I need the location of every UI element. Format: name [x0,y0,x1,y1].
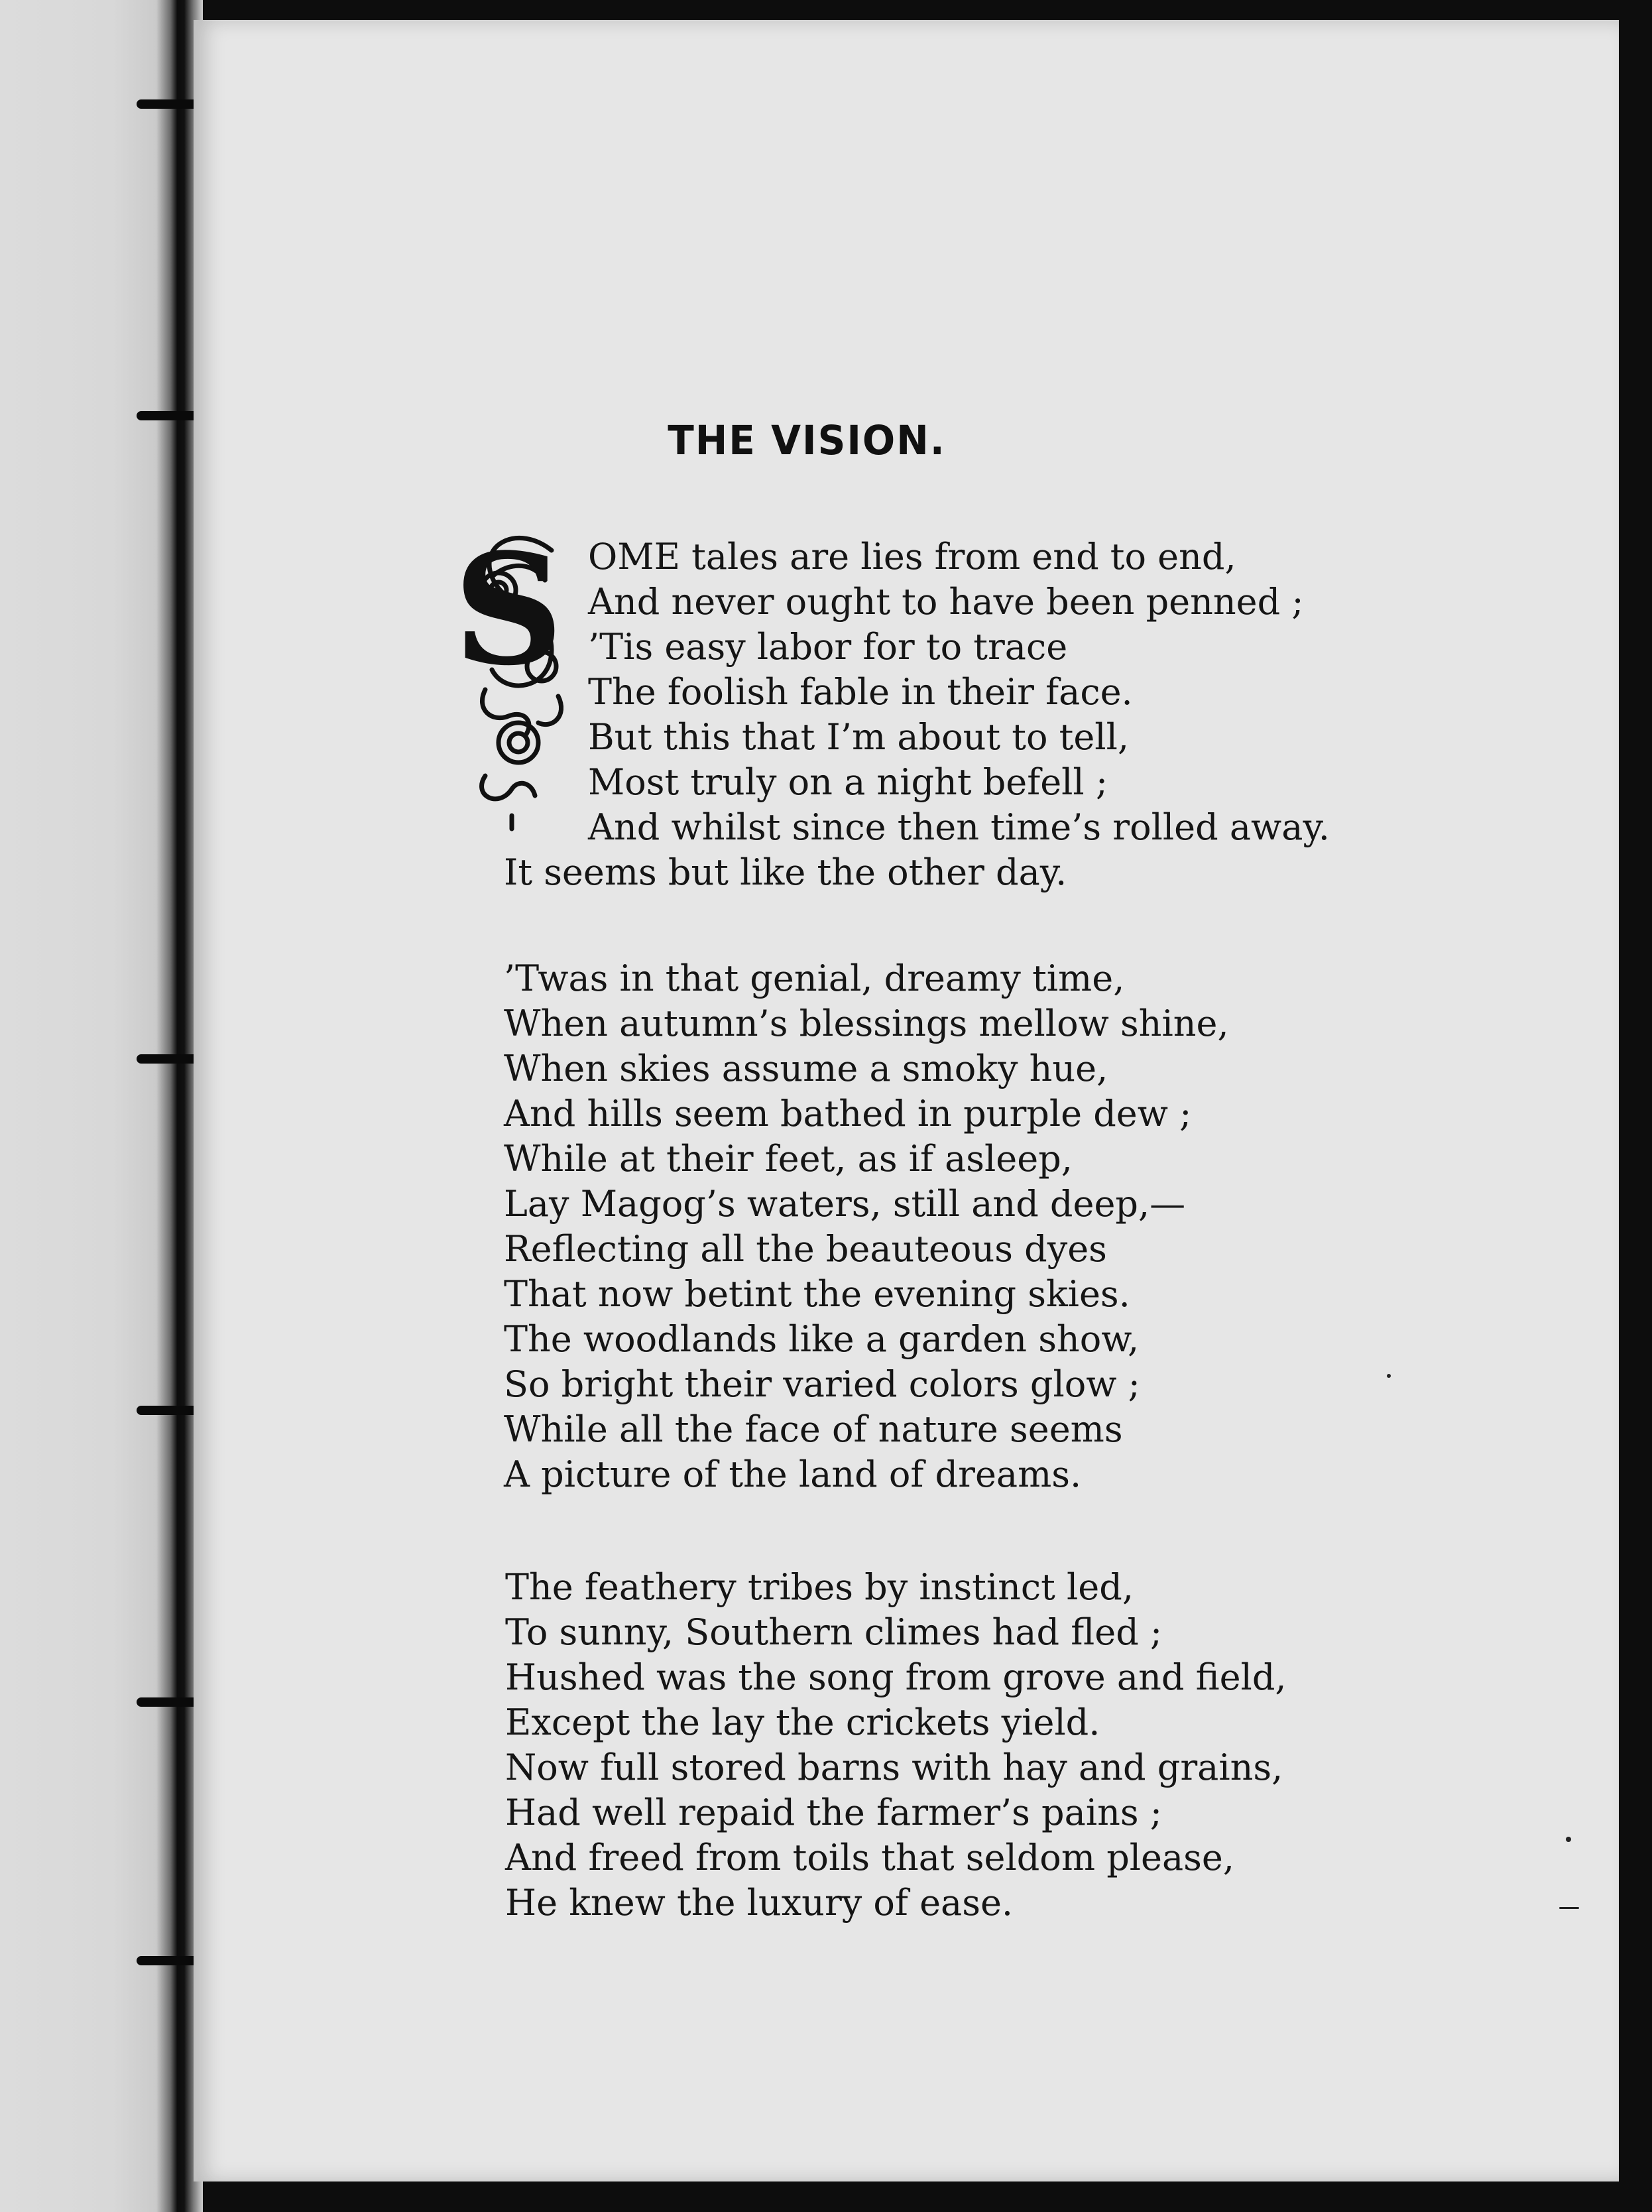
ink-speck [1387,1374,1391,1378]
poem-line: That now betint the evening skies. [504,1273,1130,1315]
facing-page-edge [0,0,160,2212]
stanza-1-opening-lines [588,534,1330,850]
poem-line: When autumn’s blessings mellow shine, [504,1003,1229,1044]
poem-line: The feathery tribes by instinct led, [505,1566,1134,1608]
poem-line: But this that I’m about to tell, [588,716,1130,758]
poem-line: OME tales are lies from end to end, [588,536,1236,578]
poem-title: THE VISION. [668,416,946,464]
poem-line: Now full stored barns with hay and grains, [505,1747,1283,1788]
poem-line: Lay Magog’s waters, still and deep,— [504,1183,1186,1225]
poem-line: Hushed was the song from grove and field, [505,1656,1287,1698]
poem-line: So bright their varied colors glow ; [504,1363,1140,1405]
poem-line: ’Twas in that genial, dreamy time, [504,957,1125,999]
stanza-3 [505,1565,1287,1926]
book-page [194,20,1619,2181]
poem-line: Except the lay the crickets yield. [505,1701,1100,1743]
ornamental-drop-cap [453,521,571,829]
poem-line: It seems but like the other day. [504,851,1067,893]
poem-line: A picture of the land of dreams. [504,1453,1082,1495]
poem-line: Had well repaid the farmer’s pains ; [505,1792,1162,1833]
stanza-2 [504,956,1229,1497]
poem-line: Reflecting all the beauteous dyes [504,1228,1107,1270]
poem-line: When skies assume a smoky hue, [504,1048,1108,1089]
poem-line: And never ought to have been penned ; [588,581,1304,623]
poem-line: ’Tis easy labor for to trace [588,626,1068,668]
poem-line: While all the face of nature seems [504,1408,1123,1450]
ink-speck [1559,1907,1579,1909]
poem-line: Most truly on a night befell ; [588,761,1108,803]
ink-speck [1566,1837,1571,1842]
stanza-1-closing-lines [504,850,1067,895]
poem-line: He knew the luxury of ease. [505,1882,1014,1924]
poem-line: And whilst since then time’s rolled away. [588,806,1330,848]
poem-line: To sunny, Southern climes had fled ; [505,1611,1163,1653]
poem-line: And freed from toils that seldom please, [505,1837,1235,1878]
poem-line: The woodlands like a garden show, [504,1318,1140,1360]
poem-line: The foolish fable in their face. [588,671,1133,713]
poem-line: And hills seem bathed in purple dew ; [504,1093,1192,1135]
poem-line: While at their feet, as if asleep, [504,1138,1073,1180]
drop-cap-letter: S [453,521,564,700]
